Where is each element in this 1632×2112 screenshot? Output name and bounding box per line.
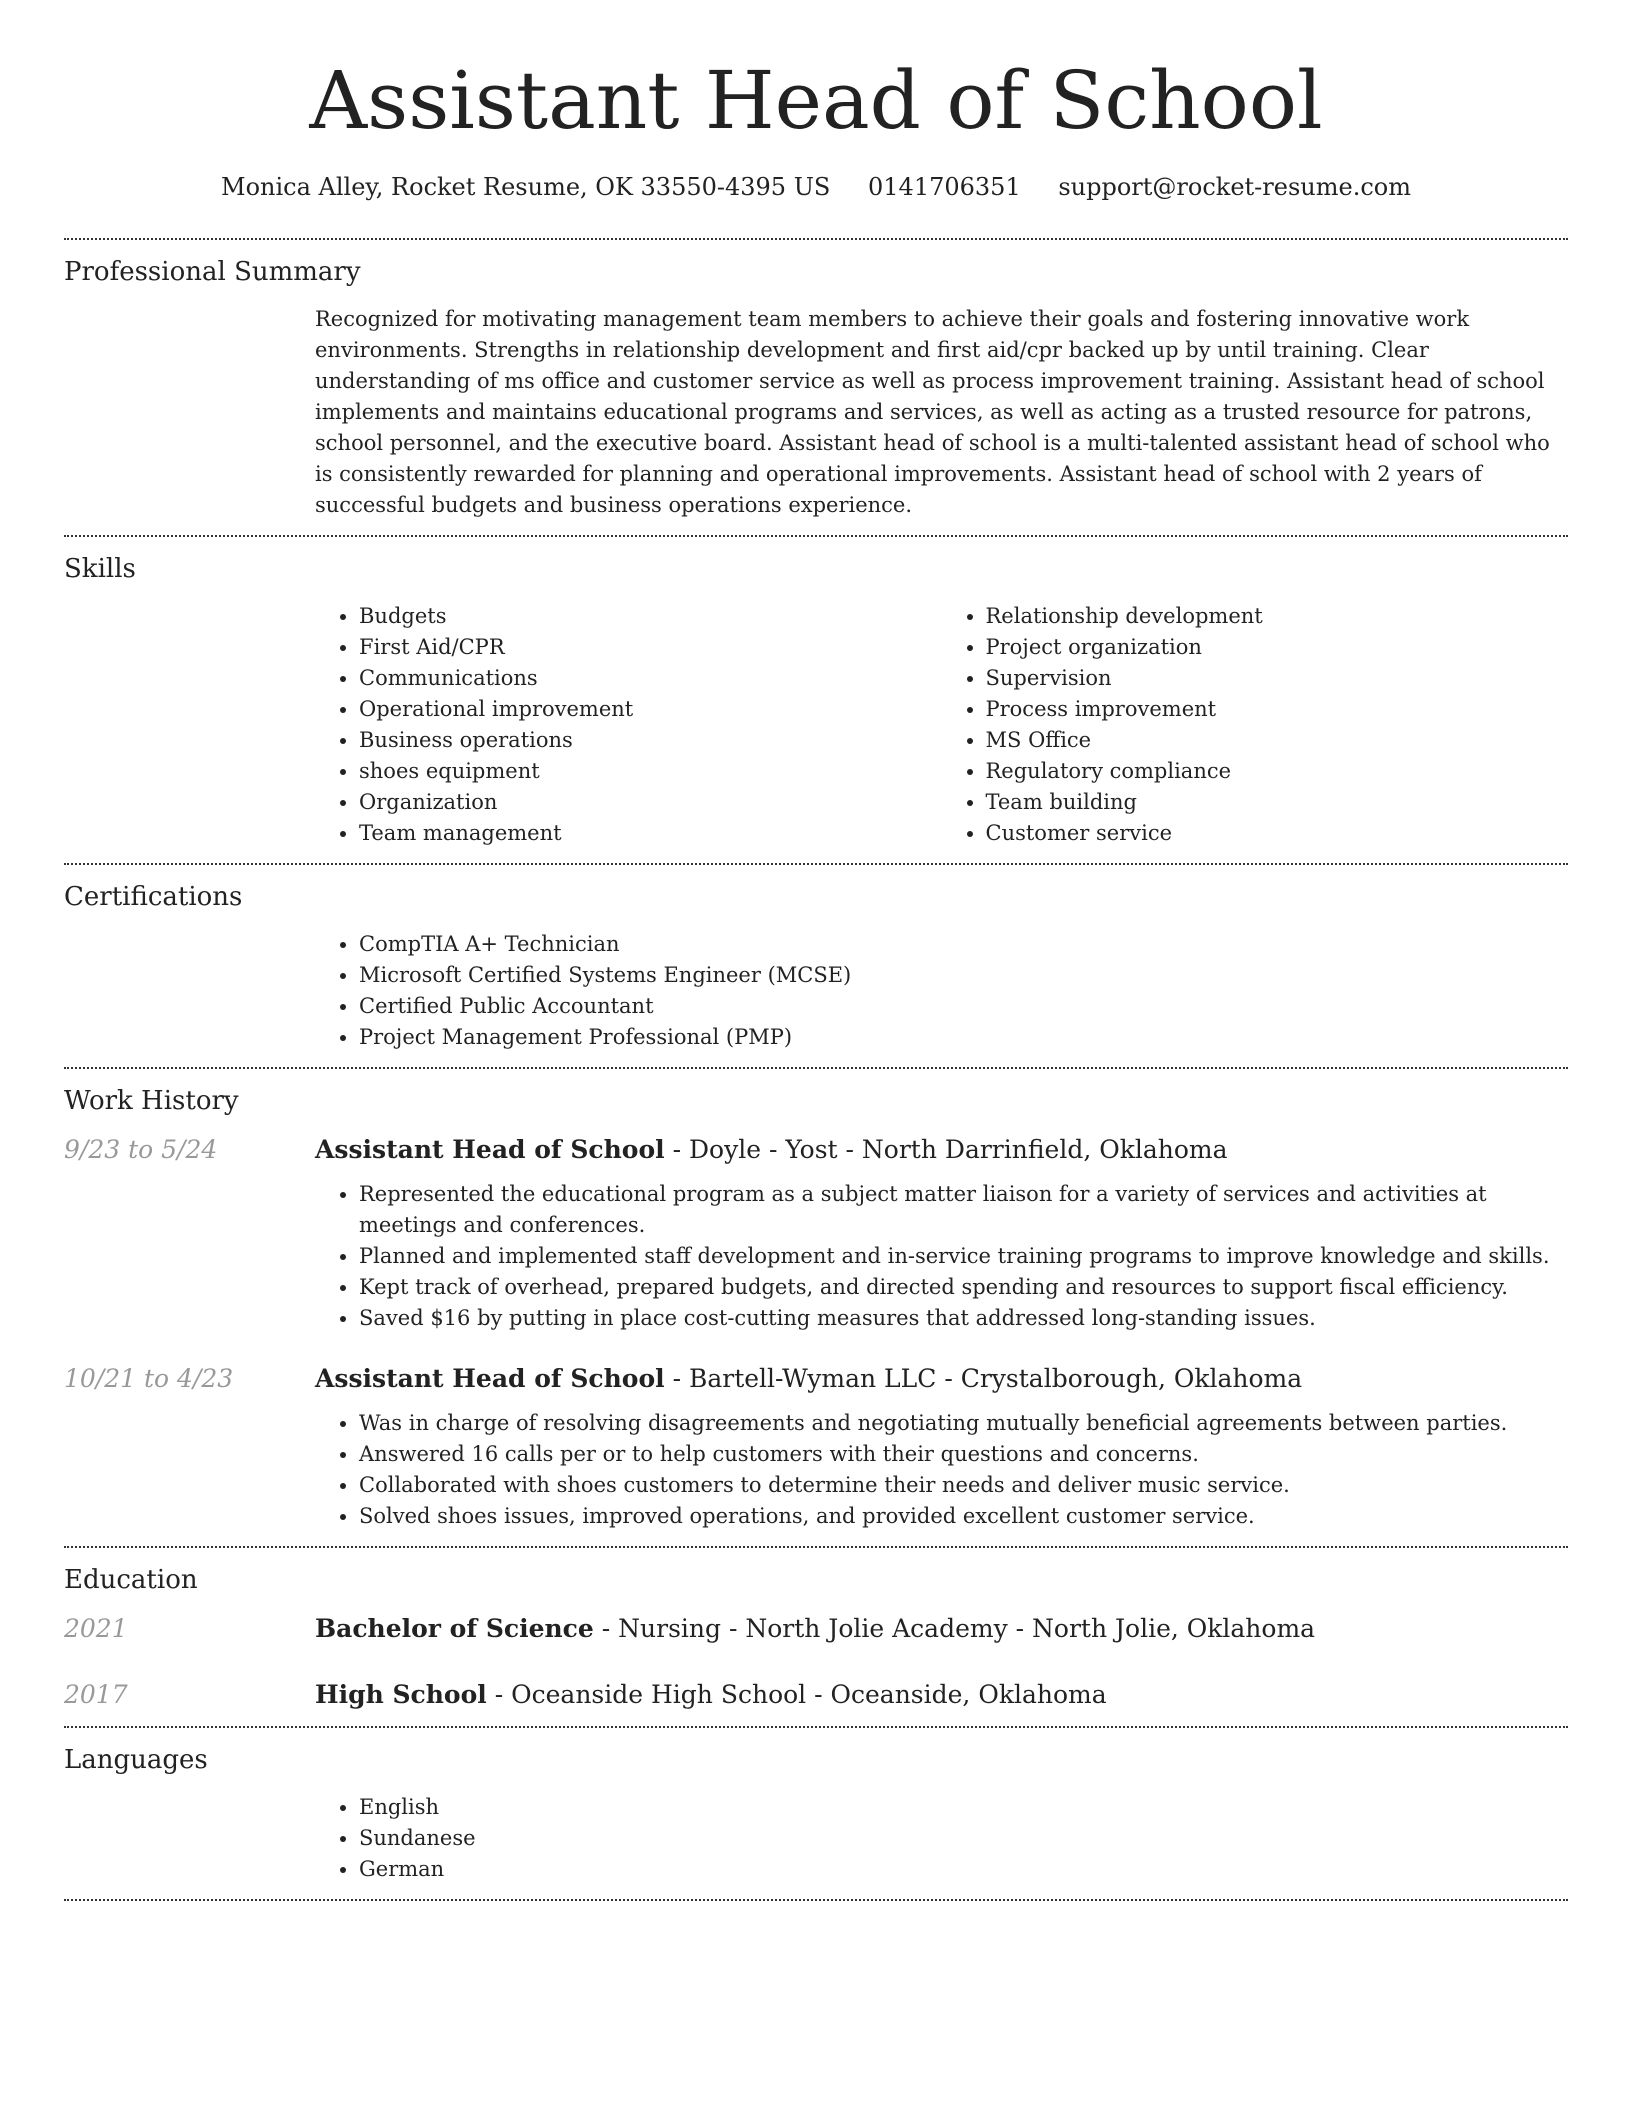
section-divider: [64, 1899, 1568, 1901]
education-details: - Oceanside High School - Oceanside, Oklahoma: [486, 1680, 1107, 1709]
contact-phone: 0141706351: [868, 173, 1021, 201]
languages-list: [315, 1792, 1568, 1885]
job-bullet: • Solved shoes issues, improved operations, and provided excellent customer service.: [359, 1501, 1568, 1532]
skill-item: • Customer service: [986, 818, 1569, 849]
job-dates: 10/21 to 4/23: [64, 1364, 234, 1393]
education-degree: High School: [315, 1680, 487, 1709]
language-item: • Sundanese: [359, 1823, 1568, 1854]
resume-page: [64, 0, 1568, 1901]
education-entry: [64, 1612, 1568, 1646]
job-bullet: • Was in charge of resolving disagreements and negotiating mutually beneficial agreements between parties.: [359, 1408, 1568, 1439]
skill-item: • Communications: [359, 663, 942, 694]
job-bullets: [315, 1408, 1568, 1532]
contact-line: [64, 170, 1568, 204]
contact-address: Monica Alley, Rocket Resume, OK 33550-4395 US: [221, 173, 831, 201]
languages-heading: Languages: [64, 1745, 208, 1775]
certification-item: • CompTIA A+ Technician: [359, 929, 1568, 960]
certification-item: • Project Management Professional (PMP): [359, 1022, 1568, 1053]
certifications-heading: Certifications: [64, 882, 243, 912]
job-bullet: • Kept track of overhead, prepared budgets, and directed spending and resources to support fiscal efficiency.: [359, 1272, 1568, 1303]
summary-section: [64, 240, 1568, 535]
job-heading: [315, 1133, 1568, 1167]
skills-list-right: [942, 601, 1569, 849]
education-year: 2021: [64, 1614, 128, 1643]
job-entry: [64, 1362, 1568, 1532]
job-employer: - Bartell-Wyman LLC - Crystalborough, Oklahoma: [664, 1364, 1303, 1393]
education-entry: [64, 1678, 1568, 1712]
skill-item: • First Aid/CPR: [359, 632, 942, 663]
job-heading: [315, 1362, 1568, 1396]
certification-item: • Certified Public Accountant: [359, 991, 1568, 1022]
education-section: [64, 1548, 1568, 1726]
job-bullet: • Collaborated with shoes customers to determine their needs and deliver music service.: [359, 1470, 1568, 1501]
education-degree: Bachelor of Science: [315, 1614, 594, 1643]
skill-item: • Team building: [986, 787, 1569, 818]
certification-item: • Microsoft Certified Systems Engineer (MCSE): [359, 960, 1568, 991]
skill-item: • Operational improvement: [359, 694, 942, 725]
education-heading-line: [315, 1678, 1568, 1712]
contact-email: support@rocket-resume.com: [1058, 173, 1411, 201]
education-heading-line: [315, 1612, 1568, 1646]
skill-item: • Project organization: [986, 632, 1569, 663]
job-bullet: • Answered 16 calls per or to help customers with their questions and concerns.: [359, 1439, 1568, 1470]
summary-heading: Professional Summary: [64, 257, 361, 287]
job-dates: 9/23 to 5/24: [64, 1135, 218, 1164]
skill-item: • shoes equipment: [359, 756, 942, 787]
education-year: 2017: [64, 1680, 128, 1709]
skill-item: • Regulatory compliance: [986, 756, 1569, 787]
job-bullet: • Saved $16 by putting in place cost-cutting measures that addressed long-standing issues.: [359, 1303, 1568, 1334]
job-bullets: [315, 1179, 1568, 1334]
job-entry: [64, 1133, 1568, 1334]
job-employer: - Doyle - Yost - North Darrinfield, Oklahoma: [664, 1135, 1228, 1164]
languages-section: [64, 1728, 1568, 1899]
skill-item: • Organization: [359, 787, 942, 818]
skill-item: • Relationship development: [986, 601, 1569, 632]
work-history-section: [64, 1069, 1568, 1546]
skills-list-left: [315, 601, 942, 849]
skills-section: [64, 537, 1568, 863]
job-title: Assistant Head of School: [315, 1135, 665, 1164]
job-title: Assistant Head of School: [315, 1364, 665, 1393]
skill-item: • Process improvement: [986, 694, 1569, 725]
education-details: - Nursing - North Jolie Academy - North Jolie, Oklahoma: [593, 1614, 1316, 1643]
skill-item: • Team management: [359, 818, 942, 849]
job-bullet: • Represented the educational program as a subject matter liaison for a variety of services and activities at meetings and conferences.: [359, 1179, 1568, 1241]
work-history-heading: Work History: [64, 1086, 239, 1116]
skills-heading: Skills: [64, 554, 136, 584]
language-item: • English: [359, 1792, 1568, 1823]
skill-item: • MS Office: [986, 725, 1569, 756]
skill-item: • Budgets: [359, 601, 942, 632]
certifications-list: [315, 929, 1568, 1053]
summary-text: Recognized for motivating management team members to achieve their goals and fostering innovative work environments. Strengths in relationship development and first aid/cpr backed up by until training. Clear understanding of ms office and customer service as well as process improvement training. Assistant head of school implements and maintains educational programs and services, as well as acting as a trusted resource for patrons, school personnel, and the executive board. Assistant head of school is a multi-talented assistant head of school who is consistently rewarded for planning and operational improvements. Assistant head of school with 2 years of successful budgets and business operations experience.: [315, 307, 1550, 517]
job-bullet: • Planned and implemented staff development and in-service training programs to improve knowledge and skills.: [359, 1241, 1568, 1272]
candidate-name: Assistant Head of School: [309, 54, 1323, 147]
certifications-section: [64, 865, 1568, 1067]
skill-item: • Business operations: [359, 725, 942, 756]
education-heading: Education: [64, 1565, 198, 1595]
language-item: • German: [359, 1854, 1568, 1885]
skill-item: • Supervision: [986, 663, 1569, 694]
